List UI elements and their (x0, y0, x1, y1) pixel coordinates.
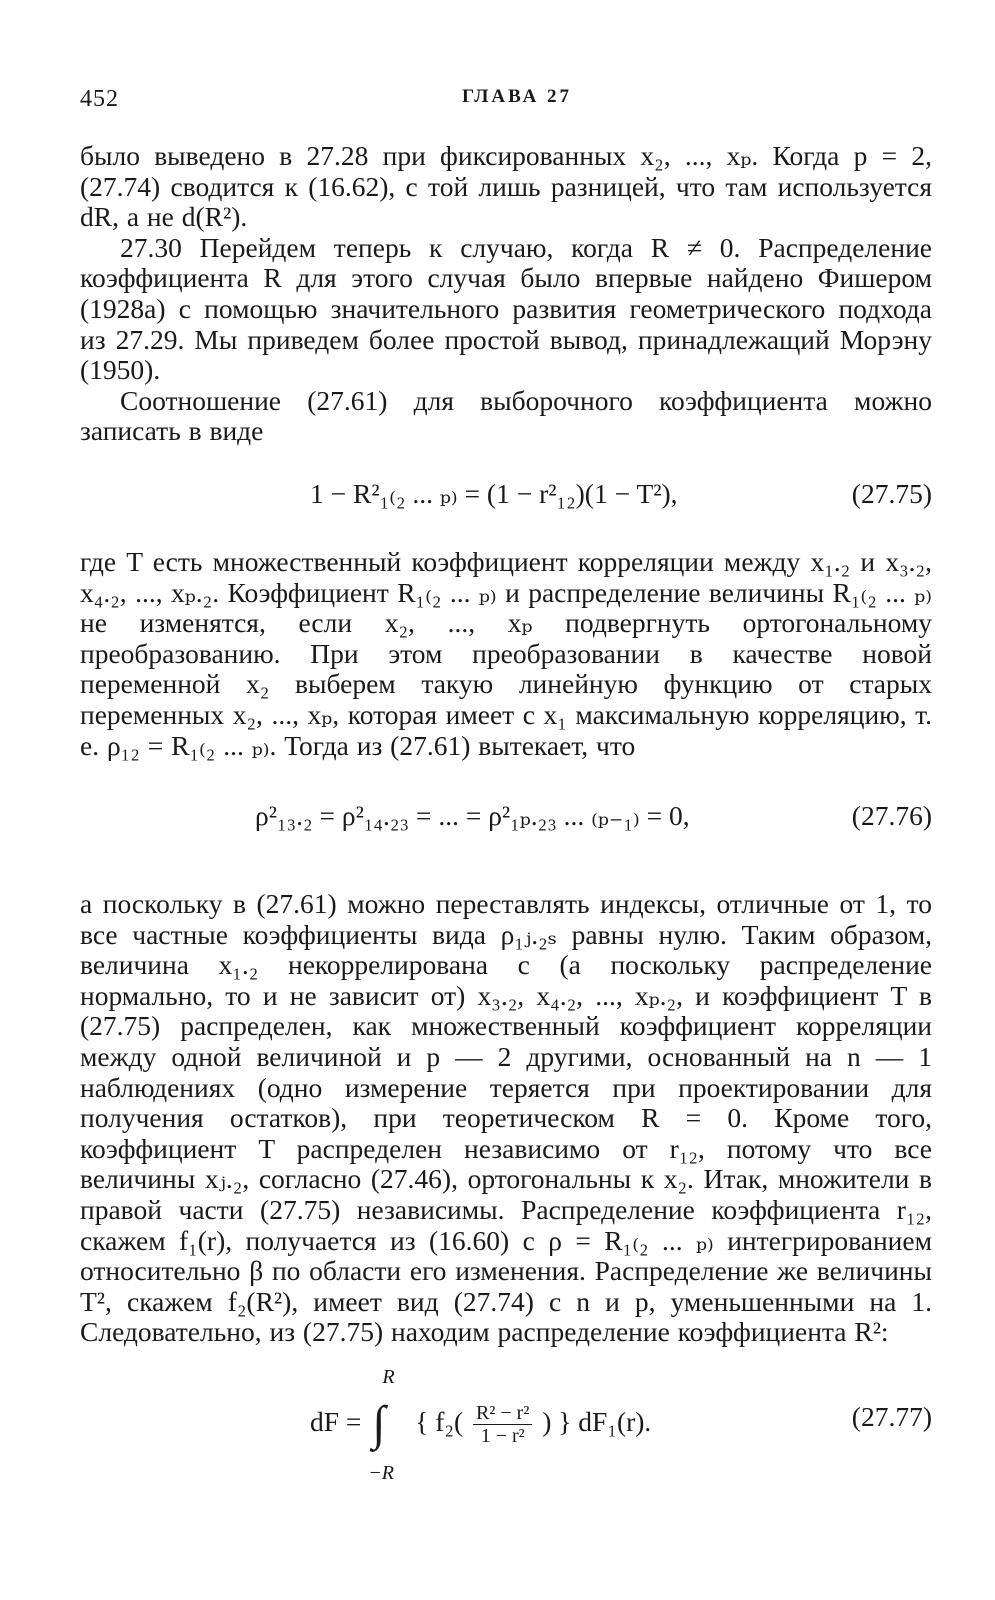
integral-lower-limit: −R (368, 1462, 395, 1484)
equation-27-75-number: (27.75) (851, 477, 932, 509)
fraction-denominator: 1 − r² (480, 1425, 525, 1447)
paragraph-where-t: где T есть множественный коэффициент корреляции между x₁.₂ и x₃.₂, x₄.₂, ..., xₚ.₂. Коэффициент R₁₍₂ ... ₚ₎ и распределение величины R₁₍₂ ... ₚ₎ не изменятся, если x₂, ..., xₚ подвергнуть ортогональному преобразованию. При этом преобразовании в качестве новой переменной x₂ выберем такую линейную функцию от старых переменных x₂, ..., xₚ, которая имеет с x₁ максимальную корреляцию, т. е. ρ₁₂ = R₁₍₂ ... ₚ₎. Тогда из (27.61) вытекает, что (80, 545, 932, 761)
equation-27-75 (80, 479, 932, 509)
equation-27-76 (80, 801, 932, 831)
equation-27-76-number: (27.76) (851, 800, 932, 832)
equation-27-76-body: ρ²₁₃.₂ = ρ²₁₄.₂₃ = ... = ρ²₁ₚ.₂₃ ... ₍ₚ₋₁₎ = 0, (255, 800, 690, 832)
page-header (80, 86, 930, 120)
running-head: ГЛАВА 27 (462, 86, 573, 107)
integral-sign: ∫ (372, 1397, 386, 1450)
fraction (473, 1402, 532, 1447)
equation-27-75-body: 1 − R²₁₍₂ ... ₚ₎ = (1 − r²₁₂)(1 − T²), (310, 477, 678, 509)
equation-27-77 (80, 1366, 932, 1484)
page-number: 452 (80, 86, 119, 112)
integral-upper-limit: R (382, 1366, 395, 1388)
integral (368, 1366, 404, 1484)
equation-27-77-body (310, 1366, 652, 1484)
integrand-open: { f₂( (415, 1405, 464, 1437)
paragraph-relation-intro: Соотношение (27.61) для выборочного коэффициента можно записать в виде (80, 384, 932, 447)
fraction-numerator: R² − r² (473, 1402, 532, 1425)
paragraph-partial-coefficients: а поскольку в (27.61) можно переставлять индексы, отличные от 1, то все частные коэффициенты вида ρ₁ⱼ.₂ₛ равны нулю. Таким образом, величина x₁.₂ некоррелирована с (а поскольку распределение нормально, то и не зависит от) x₃.₂, x₄.₂, ..., xₚ.₂, и коэффициент T в (27.75) распределен, как множественный коэффициент корреляции между одной величиной и p — 2 другими, основанный на n — 1 наблюдениях (одно измерение теряется при проектировании для получения остатков), при теоретическом R = 0. Кроме того, коэффициент T распределен независимо от r₁₂, потому что все величины xⱼ.₂, согласно (27.46), ортогональны к x₂. Итак, множители в правой части (27.75) независимы. Распределение коэффициента r₁₂, скажем f₁(r), получается из (16.60) с ρ = R₁₍₂ ... ₚ₎ интегрированием относительно β по области его изменения. Распределение же величины T², скажем f₂(R²), имеет вид (27.74) с n и p, уменьшенными на 1. Следовательно, из (27.75) находим распределение коэффициента R²: (80, 888, 932, 1348)
equation-27-77-lhs: dF = (310, 1405, 362, 1437)
paragraph-continuation: было выведено в 27.28 при фиксированных x₂, ..., xₚ. Когда p = 2, (27.74) сводится к (16.62), с той лишь разницей, что там используется dR, а не d(R²). (80, 140, 932, 233)
equation-27-77-number: (27.77) (851, 1401, 932, 1432)
paragraph-section-27-30: 27.30 Перейдем теперь к случаю, когда R ≠ 0. Распределение коэффициента R для этого случая было впервые найдено Фишером (1928a) с помощью значительного развития геометрического подхода из 27.29. Мы приведем более простой вывод, принадлежащий Морэну (1950). (80, 231, 932, 386)
page-body (80, 140, 932, 1484)
integrand-close: ) } dF₁(r). (542, 1405, 652, 1437)
